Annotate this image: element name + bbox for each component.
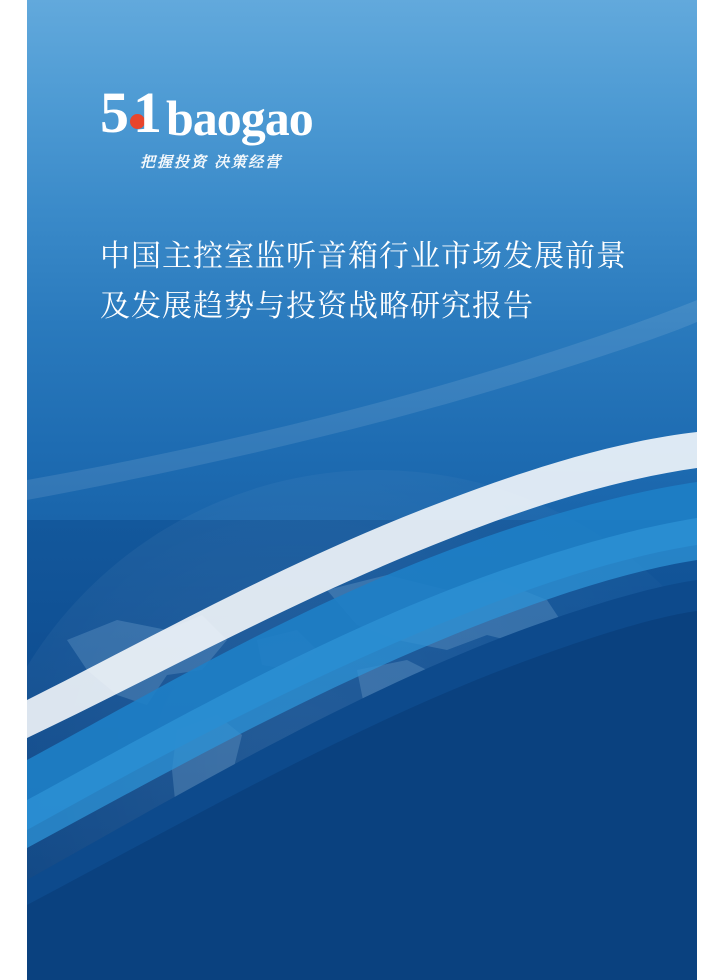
logo-row	[100, 80, 313, 146]
logo-digit-5: 5	[100, 80, 129, 145]
cover-artwork	[27, 0, 697, 980]
logo-tagline: 把握投资 决策经营	[140, 154, 283, 171]
logo-mark-icon	[100, 80, 164, 145]
logo	[100, 80, 313, 172]
cover-title: 中国主控室监听音箱行业市场发展前景及发展趋势与投资战略研究报告	[100, 240, 627, 323]
logo-wordmark: baogao	[166, 90, 313, 146]
logo-digit-1: 1	[133, 80, 162, 145]
